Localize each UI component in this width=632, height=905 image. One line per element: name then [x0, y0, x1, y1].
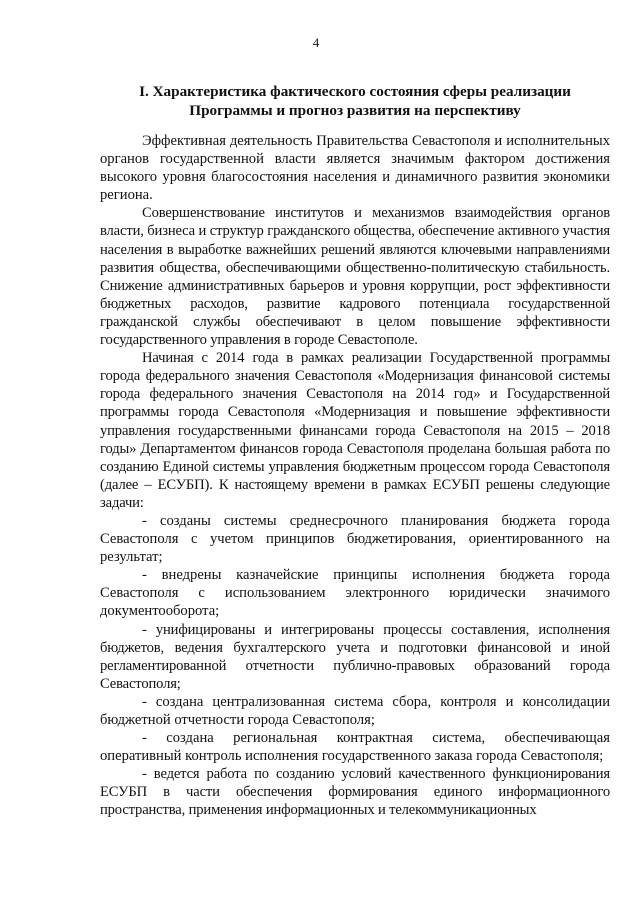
section-heading-line-1: I. Характеристика фактического состояния сферы реализации: [139, 83, 571, 100]
paragraph-3: Начиная с 2014 года в рамках реализации Государственной программы города федерального значения Севастополя «Модернизация финансовой системы города федерального значения Севастополя на 2014 год» и Государственной программы города Севастополя «Модернизация и повышение эффективности управления государственными финансами города Севастополя на 2015 – 2018 годы» Департаментом финансов города Севастополя проделана большая работа по созданию Единой системы управления бюджетным процессом города Севастополя (далее – ЕСУБП). К настоящему времени в рамках ЕСУБП решены следующие задачи:: [100, 350, 610, 511]
section-heading-line-2: Программы и прогноз развития на перспективу: [189, 102, 521, 119]
list-item-contract-system: - создана региональная контрактная система, обеспечивающая оперативный контроль исполнения государственного заказа города Севастополя;: [100, 730, 610, 765]
list-item-centralized-reporting: - создана централизованная система сбора, контроля и консолидации бюджетной отчетности города Севастополя;: [100, 693, 610, 728]
section-heading: [100, 82, 610, 120]
list-item-information-space: - ведется работа по созданию условий качественного функционирования ЕСУБП в части обеспечения формирования единого информационного пространства, применения информационных и телекоммуникационных: [100, 766, 610, 819]
list-item-unified-processes: - унифицированы и интегрированы процессы составления, исполнения бюджетов, ведения бухгалтерского учета и подготовки финансовой и иной регламентированной отчетности публично-правовых образований города Севастополя;: [100, 621, 610, 692]
list-item-treasury-principles: - внедрены казначейские принципы исполнения бюджета города Севастополя с использованием электронного юридически значимого документооборота;: [100, 567, 610, 620]
paragraph-2: Совершенствование институтов и механизмов взаимодействия органов власти, бизнеса и структур гражданского общества, обеспечение активного участия населения в выработке важнейших решений являются ключевыми направлениями развития общества, обеспечивающими общественно-политическую стабильность. Снижение административных барьеров и уровня коррупции, рост эффективности бюджетных расходов, развитие кадрового потенциала государственной гражданской службы обеспечивают в целом повышение эффективности государственного управления в городе Севастополе.: [100, 205, 610, 349]
list-item-medium-term-planning: - созданы системы среднесрочного планирования бюджета города Севастополя с учетом принципов бюджетирования, ориентированного на результат;: [100, 512, 610, 566]
body-text: [100, 132, 610, 820]
paragraph-1: Эффективная деятельность Правительства Севастополя и исполнительных органов государственной власти является значимым фактором достижения высокого уровня благосостояния населения и динамичного развития экономики региона.: [100, 133, 610, 204]
page-number: 4: [312, 35, 320, 50]
